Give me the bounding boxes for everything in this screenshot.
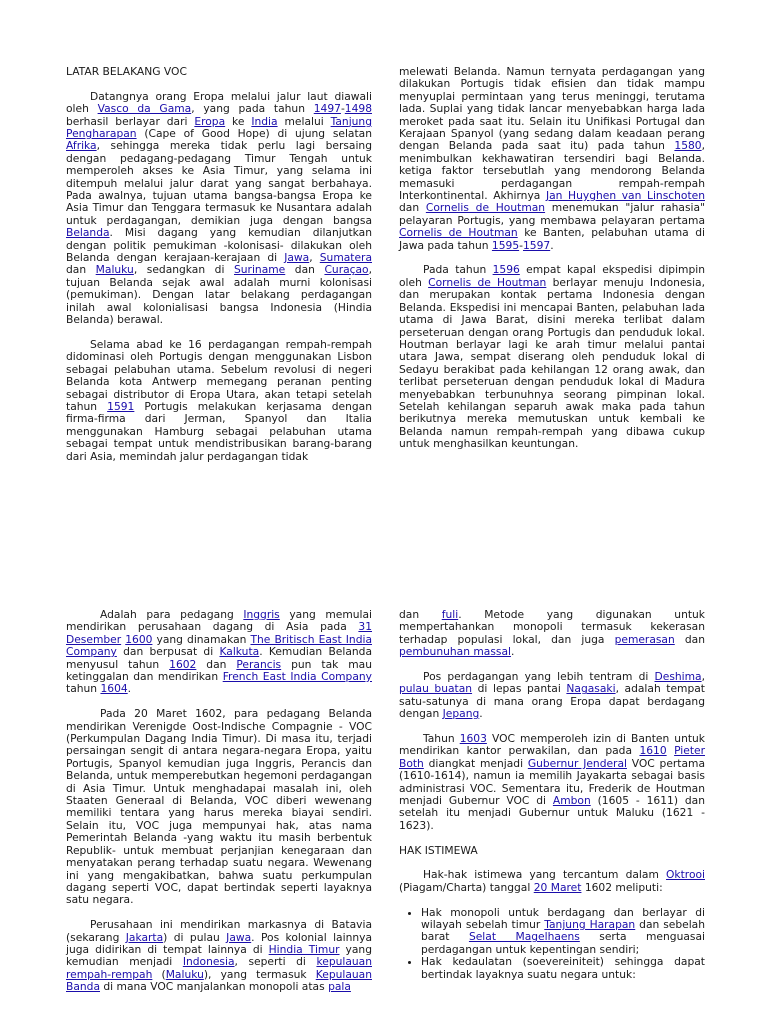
link-india[interactable]: India: [251, 114, 278, 128]
paragraph: Selama abad ke 16 perdagangan rempah-rempah didominasi oleh Portugis dengan menggunakan Lisbon sebagai pelabuhan utama. Sebelum revolusi di negeri Belanda kota Antwerp memegang peranan penting sebagai distributor di Eropa Utara, akan tetapi setelah tahun 1591 Portugis melakukan kerjasama dengan firma-firma dari Jerman, Spanyol dan Italia menggunakan Hamburg sebagai pelabuhan utama sebagai tempat untuk mendistribusikan barang-barang dari Asia, memindah jalur perdagangan tidak: [66, 337, 372, 463]
list-item: • Hak monopoli untuk berdagang dan berlayar di wilayah sebelah timur Tanjung Harapan dan sebelah barat Selat Magelhaens serta menguasai perdagangan untuk kepentingan sendiri;: [421, 907, 705, 957]
page-1-right-column: [399, 66, 705, 463]
link-tanjung-harapan[interactable]: Tanjung Harapan: [544, 918, 636, 932]
page-2-right-column: [399, 609, 705, 981]
link-1603[interactable]: 1603: [459, 732, 487, 746]
link-vasco-da-gama[interactable]: Vasco da Gama: [97, 102, 192, 116]
section-heading-hak-istimewa: HAK ISTIMEWA: [399, 843, 478, 857]
paragraph: Pada 20 Maret 1602, para pedagang Belanda mendirikan Verenigde Oost-Indische Compagnie - VOC (Perkumpulan Dagang India Timur). Di masa itu, terjadi persaingan sengit di antara negara-negara Eropa, yaitu Portugis, Spanyol kemudian juga Inggris, Perancis dan Belanda, untuk memperebutkan hegemoni perdagangan di Asia Timur. Untuk menghadapai masalah ini, oleh Staaten Generaal di Belanda, VOC diberi wewenang memiliki tentara yang harus mereka biayai sendiri. Selain itu, VOC juga mempunyai hak, atas nama Pemerintah Belanda -yang waktu itu masih berbentuk Republik- untuk membuat perjanjian kenegaraan dan menyatakan perang terhadap suatu negara. Wewenang ini yang mengakibatkan, bahwa suatu perkumpulan dagang seperti VOC, dapat bertindak seperti layaknya satu negara.: [66, 707, 372, 907]
link-cornelis-de-houtman[interactable]: Cornelis de Houtman: [428, 275, 547, 289]
link-1602[interactable]: 1602: [169, 657, 197, 671]
paragraph: Pada tahun 1596 empat kapal ekspedisi dipimpin oleh Cornelis de Houtman berlayar menuju Indonesia, dan merupakan kontak pertama Indonesia dengan Belanda. Ekspedisi ini mencapai Banten, pelabuhan lada utama di Jawa Barat, disini mereka terlibat dalam perseteruan dengan orang Portugis dan penduduk lokal. Houtman berlayar lagi ke arah timur melalui pantai utara Jawa, sempat diserang oleh penduduk lokal di Sedayu berakibat pada kehilangan 12 orang awak, dan terlibat perseteruan dengan penduduk lokal di Madura menyebabkan terbunuhnya seorang pimpinan lokal. Setelah kehilangan separuh awak maka pada tahun berikutnya mereka memutuskan untuk kembali ke Belanda namun rempah-rempah yang dibawa cukup untuk menghasilkan keuntungan.: [399, 263, 706, 451]
link-jawa[interactable]: Jawa: [226, 930, 252, 944]
link-eropa[interactable]: Eropa: [194, 114, 226, 128]
link-selat-magelhaens[interactable]: Selat Magelhaens: [468, 930, 580, 944]
link-hindia-timur[interactable]: Hindia Timur: [268, 942, 340, 956]
link-31-desember[interactable]: 31 Desember: [66, 620, 372, 646]
link-pulau-buatan[interactable]: pulau buatan: [399, 682, 473, 696]
document-page-2: [0, 603, 768, 1024]
link-cornelis-de-houtman[interactable]: Cornelis de Houtman: [425, 201, 546, 215]
link-1580[interactable]: 1580: [674, 139, 702, 153]
link-pembunuhan-massal[interactable]: pembunuhan massal: [399, 645, 511, 659]
page-1-left-column: [66, 66, 372, 475]
link-1597[interactable]: 1597: [522, 238, 551, 252]
link-deshima[interactable]: Deshima: [654, 670, 702, 684]
link-belanda[interactable]: Belanda: [66, 226, 110, 240]
link-sumatera[interactable]: Sumatera: [319, 251, 372, 265]
link-french-east-india-company[interactable]: French East India Company: [222, 670, 372, 684]
document-page-1: [0, 0, 768, 500]
link-tanjung-pengharapan[interactable]: Tanjung Pengharapan: [66, 114, 372, 141]
paragraph: Pos perdagangan yang lebih tentram di Deshima, pulau buatan di lepas pantai Nagasaki, adalah tempat satu-satunya di mana orang Eropa dapat berdagang dengan Jepang.: [399, 670, 705, 721]
link-afrika[interactable]: Afrika: [66, 139, 97, 153]
paragraph: dan fuli. Metode yang digunakan untuk mempertahankan monopoli termasuk kekerasan terhadap populasi lokal, dan juga pemerasan dan pembunuhan massal.: [399, 608, 705, 659]
link-inggris[interactable]: Inggris: [243, 608, 280, 621]
paragraph: Hak-hak istimewa yang tercantum dalam Oktrooi (Piagam/Charta) tanggal 20 Maret 1602 meliputi:: [399, 868, 705, 894]
link-kalkuta[interactable]: Kalkuta: [219, 645, 260, 659]
page-separator: [0, 500, 768, 603]
link-perancis[interactable]: Perancis: [236, 657, 282, 671]
link-jawa[interactable]: Jawa: [284, 251, 310, 265]
privileges-list: [399, 907, 705, 981]
link-fuli[interactable]: fuli: [441, 608, 459, 621]
link-1498[interactable]: 1498: [344, 102, 372, 116]
page-2-left-column: [66, 609, 372, 1006]
link-pieter-both[interactable]: Pieter Both: [399, 744, 705, 770]
paragraph: Perusahaan ini mendirikan markasnya di Batavia (sekarang Jakarta) di pulau Jawa. Pos kolonial lainnya juga didirikan di tempat lainnya di Hindia Timur yang kemudian menjadi Indonesia, seperti di kepulauan rempah-rempah (Maluku), yang termasuk Kepulauan Banda di mana VOC manjalankan monopoli atas pala: [66, 918, 372, 994]
link-1600[interactable]: 1600: [125, 632, 153, 646]
link-1596[interactable]: 1596: [492, 263, 520, 277]
link-1497[interactable]: 1497: [313, 102, 341, 116]
link-jakarta[interactable]: Jakarta: [125, 930, 164, 944]
link-gubernur-jenderal[interactable]: Gubernur Jenderal: [527, 756, 627, 770]
link-1604[interactable]: 1604: [100, 682, 128, 696]
link-20-maret[interactable]: 20 Maret: [533, 880, 582, 894]
link-maluku[interactable]: Maluku: [165, 967, 204, 981]
paragraph: Tahun 1603 VOC memperoleh izin di Banten untuk mendirikan kantor perwakilan, dan pada 1610 Pieter Both diangkat menjadi Gubernur Jenderal VOC pertama (1610-1614), namun ia memilih Jayakarta sebagai basis administrasi VOC. Sementara itu, Frederik de Houtman menjadi Gubernur VOC di Ambon (1605 - 1611) dan setelah itu menjadi Gubernur untuk Maluku (1621 - 1623).: [399, 732, 705, 832]
link-1595[interactable]: 1595: [491, 238, 520, 252]
link-maluku[interactable]: Maluku: [95, 263, 134, 277]
link-curacao[interactable]: Curaçao: [324, 263, 369, 277]
paragraph: Datangnya orang Eropa melalui jalur laut diawali oleh Vasco da Gama, yang pada tahun 1497-1498 berhasil berlayar dari Eropa ke India melalui Tanjung Pengharapan (Cape of Good Hope) di ujung selatan Afrika, sehingga mereka tidak perlu lagi bersaing dengan pedagang-pedagang Timur Tengah untuk memperoleh akses ke Asia Timur, yang selama ini ditempuh melalui jalur darat yang sangat berbahaya. Pada awalnya, tujuan utama bangsa-bangsa Eropa ke Asia Timur dan Tenggara termasuk ke Nusantara adalah untuk perdagangan, demikian juga dengan bangsa Belanda. Misi dagang yang kemudian dilanjutkan dengan politik pemukiman -kolonisasi- dilakukan oleh Belanda dengan kerajaan-kerajaan di Jawa, Sumatera dan Maluku, sedangkan di Suriname dan Curaçao, tujuan Belanda sejak awal adalah murni kolonisasi (pemukiman). Dengan latar belakang perdagangan inilah awal kolonialisasi bangsa Indonesia (Hindia Belanda) berawal.: [66, 89, 373, 327]
section-heading-latar-belakang: LATAR BELAKANG VOC: [66, 65, 187, 78]
paragraph: Adalah para pedagang Inggris yang memulai mendirikan perusahaan dagang di Asia pada 31 Desember 1600 yang dinamakan The Britisch East India Company dan berpusat di Kalkuta. Kemudian Belanda menyusul tahun 1602 dan Perancis pun tak mau ketinggalan dan mendirikan French East India Company tahun 1604.: [66, 608, 372, 696]
link-kepulauan-rempah-rempah[interactable]: kepulauan rempah-rempah: [66, 955, 372, 981]
link-1610[interactable]: 1610: [639, 744, 667, 758]
list-item: • Hak kedaulatan (soevereiniteit) sehingga dapat bertindak layaknya suatu negara untuk:: [421, 956, 705, 981]
link-jan-huyghen-van-linschoten[interactable]: Jan Huyghen van Linschoten: [545, 189, 705, 203]
link-cornelis-de-houtman[interactable]: Cornelis de Houtman: [399, 226, 518, 240]
link-british-east-india-company[interactable]: The Britisch East India Company: [66, 632, 372, 659]
link-pemerasan[interactable]: pemerasan: [614, 632, 675, 646]
paragraph: melewati Belanda. Namun ternyata perdagangan yang dilakukan Portugis tidak efisien dan tidak mampu menyuplai permintaan yang terus meninggi, terutama lada. Suplai yang tidak lancar menyebabkan harga lada meroket pada saat itu. Selain itu Unifikasi Portugal dan Kerajaan Spanyol (yang sedang dalam keadaan perang dengan Belanda pada saat itu) pada tahun 1580, menimbulkan kekhawatiran tersendiri bagi Belanda. ketiga faktor tersebutlah yang mendorong Belanda memasuki perdagangan rempah-rempah Interkontinental. Akhirnya Jan Huyghen van Linschoten dan Cornelis de Houtman menemukan "jalur rahasia" pelayaran Portugis, yang membawa pelayaran pertama Cornelis de Houtman ke Banten, pelabuhan utama di Jawa pada tahun 1595-1597.: [399, 65, 705, 252]
link-suriname[interactable]: Suriname: [234, 263, 286, 277]
link-1591[interactable]: 1591: [107, 399, 135, 413]
link-indonesia[interactable]: Indonesia: [182, 955, 235, 969]
link-jepang[interactable]: Jepang: [442, 707, 480, 721]
link-nagasaki[interactable]: Nagasaki: [566, 682, 616, 696]
link-pala[interactable]: pala: [328, 980, 351, 994]
link-kepulauan-banda[interactable]: Kepulauan Banda: [66, 967, 372, 994]
link-ambon[interactable]: Ambon: [552, 794, 591, 808]
link-oktrooi[interactable]: Oktrooi: [666, 868, 705, 882]
